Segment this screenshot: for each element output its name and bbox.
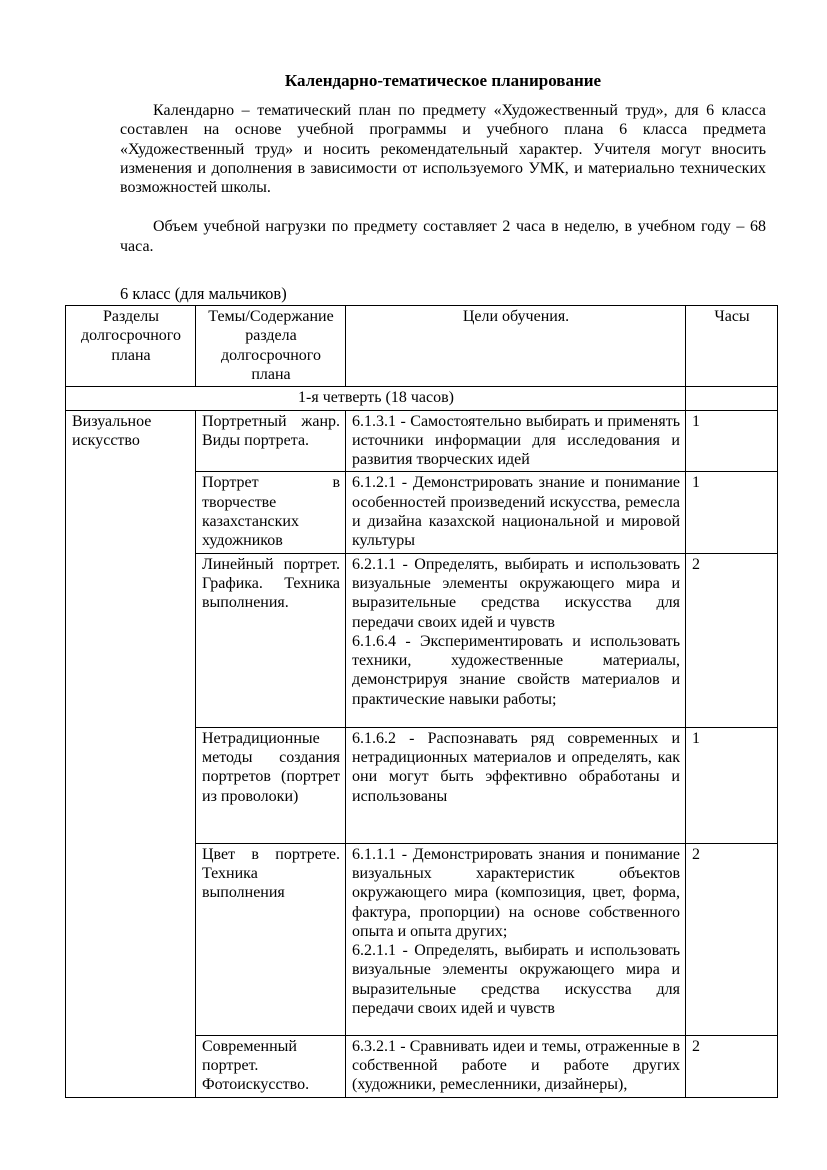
hours-cell: 1	[686, 472, 778, 553]
goal-text: 6.2.1.1 - Определять, выбирать и использовать визуальные элементы окружающего мира и выразительные средства искусства для передачи своих идей и чувств	[352, 942, 680, 1018]
goals-cell	[346, 553, 686, 727]
quarter-row	[66, 387, 778, 410]
goal-text: 6.1.6.2 - Распознавать ряд современных и нетрадиционных материалов и определять, как они могут быть эффективно обработаны и использованы	[352, 729, 680, 805]
topic-cell: Портретный жанр. Виды портрета.	[196, 410, 346, 472]
goal-text: 6.1.1.1 - Демонстрировать знания и понимание визуальных характеристик объектов окружающего мира (композиция, цвет, форма, фактура, пропорции) на основе собственного опыта и опыта других;	[352, 845, 680, 940]
header-sections: Разделы долгосрочного плана	[66, 306, 196, 387]
goal-text: 6.2.1.1 - Определять, выбирать и использовать визуальные элементы окружающего мира и выразительные средства искусства для передачи своих идей и чувств	[352, 555, 680, 631]
topic-cell: Портрет в творчестве казахстанских художников	[196, 472, 346, 553]
goals-cell	[346, 1035, 686, 1097]
workload-paragraph: Объем учебной нагрузки по предмету составляет 2 часа в неделю, в учебном году – 68 часа.	[120, 218, 766, 255]
section-cell: Визуальное искусство	[66, 410, 196, 1097]
hours-cell: 2	[686, 1035, 778, 1097]
hours-cell: 2	[686, 553, 778, 727]
document-title: Календарно-тематическое планирование	[284, 71, 602, 90]
header-goals: Цели обучения.	[346, 306, 686, 387]
goal-text: 6.3.2.1 - Сравнивать идеи и темы, отраженные в собственной работе и работе других (художники, ремесленники, дизайнеры),	[352, 1037, 680, 1094]
goals-cell	[346, 472, 686, 553]
intro-paragraph: Календарно – тематический план по предмету «Художественный труд», для 6 класса составлен на основе учебной программы и учебного плана 6 класса предмета «Художественный труд» и носить рекомендательный характер. Учителя могут вносить изменения и дополнения в зависимости от используемого УМК, и материально технических возможностей школы.	[120, 102, 766, 197]
header-hours: Часы	[686, 306, 778, 387]
goal-text: 6.1.2.1 - Демонстрировать знание и понимание особенностей произведений искусства, ремесла и дизайна казахской национальной и мировой культуры	[352, 474, 680, 550]
goals-cell	[346, 410, 686, 472]
topic-cell: Линейный портрет. Графика. Техника выполнения.	[196, 553, 346, 727]
table-header-row	[66, 306, 778, 387]
goal-text: 6.1.6.4 - Экспериментировать и использовать техники, художественные материалы, демонстрируя знание свойств материалов и практические навыки работы;	[352, 632, 680, 708]
topic-cell: Цвет в портрете. Техника выполнения	[196, 843, 346, 1035]
quarter-label: 1-я четверть (18 часов)	[66, 387, 686, 410]
class-heading: 6 класс (для мальчиков)	[120, 284, 287, 304]
hours-cell: 2	[686, 843, 778, 1035]
quarter-hours-cell	[686, 387, 778, 410]
hours-cell: 1	[686, 410, 778, 472]
goals-cell	[346, 843, 686, 1035]
header-topics: Темы/Содержание раздела долгосрочного плана	[196, 306, 346, 387]
planning-table	[65, 305, 778, 1097]
goal-text: 6.1.3.1 - Самостоятельно выбирать и применять источники информации для исследования и развития творческих идей	[352, 412, 680, 469]
table-body	[66, 387, 778, 1097]
hours-cell: 1	[686, 727, 778, 843]
table-row	[66, 410, 778, 472]
topic-cell: Современный портрет. Фотоискусство.	[196, 1035, 346, 1097]
goals-cell	[346, 727, 686, 843]
topic-cell: Нетрадиционные методы создания портретов (портрет из проволоки)	[196, 727, 346, 843]
